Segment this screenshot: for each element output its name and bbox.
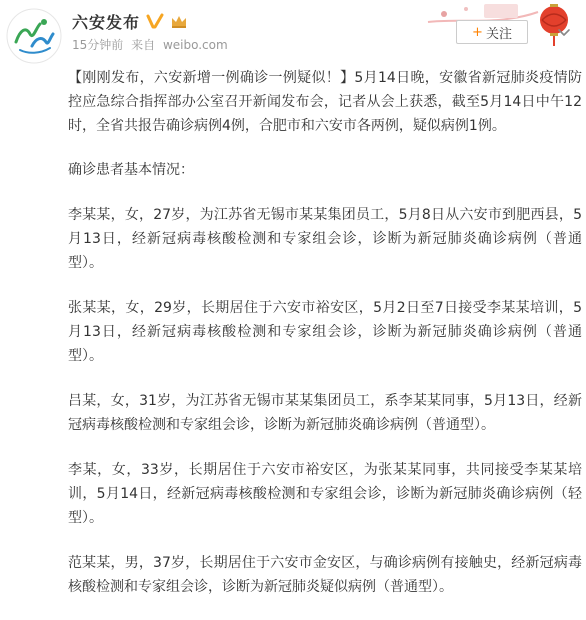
- post-paragraph-case: 李某，女，33岁，长期居住于六安市裕安区，为张某某同事，共同接受李某某培训，5月14日，经新冠病毒核酸检测和专家组会诊，诊断为新冠肺炎确诊病例（轻型）。: [68, 462, 582, 526]
- post-time[interactable]: 15分钟前: [72, 38, 124, 52]
- post-paragraph-case: 吕某，女，31岁，为江苏省无锡市某某集团员工，系李某某同事，5月13日，经新冠病毒核酸检测和专家组会诊，诊断为新冠肺炎确诊病例（普通型）。: [68, 393, 582, 433]
- name-row: [72, 10, 188, 32]
- avatar[interactable]: [6, 8, 62, 64]
- post-meta: [72, 36, 232, 53]
- post-paragraph-subheading: 确诊患者基本情况：: [68, 162, 194, 178]
- post-paragraph-case: 张某某，女，29岁，长期居住于六安市裕安区，5月2日至7日接受李某某培训，5月13日，经新冠病毒核酸检测和专家组会诊，诊断为新冠肺炎确诊病例（普通型）。: [68, 300, 582, 364]
- more-chevron-icon[interactable]: [556, 24, 572, 40]
- post-source[interactable]: weibo.com: [162, 38, 228, 52]
- plus-icon: +: [472, 24, 483, 40]
- follow-label: 关注: [485, 26, 512, 42]
- post-paragraph-case: 李某某，女，27岁，为江苏省无锡市某某集团员工，5月8日从六安市到肥西县，5月13日，经新冠病毒核酸检测和专家组会诊，诊断为新冠肺炎确诊病例（普通型）。: [68, 207, 582, 271]
- follow-button[interactable]: [456, 20, 528, 44]
- username[interactable]: 六安发布: [72, 12, 141, 32]
- post-paragraph-case: 范某某，男，37岁，长期居住于六安市金安区，与确诊病例有接触史，经新冠病毒核酸检测和专家组会诊，诊断为新冠肺炎疑似病例（普通型）。: [68, 555, 582, 595]
- avatar-logo-icon: [6, 8, 62, 64]
- verified-badge-icon[interactable]: [146, 13, 164, 29]
- post-content: [68, 66, 582, 620]
- post-paragraph-headline: 【刚刚发布，六安新增一例确诊一例疑似！】5月14日晚，安徽省新冠肺炎疫情防控应急综合指挥部办公室召开新闻发布会，记者从会上获悉，截至5月14日中午12时，全省共报告确诊病例4例，合肥市和六安市各两例，疑似病例1例。: [68, 70, 582, 134]
- post-header: [0, 0, 586, 68]
- source-prefix: 来自: [131, 38, 156, 52]
- crown-icon[interactable]: [170, 13, 188, 29]
